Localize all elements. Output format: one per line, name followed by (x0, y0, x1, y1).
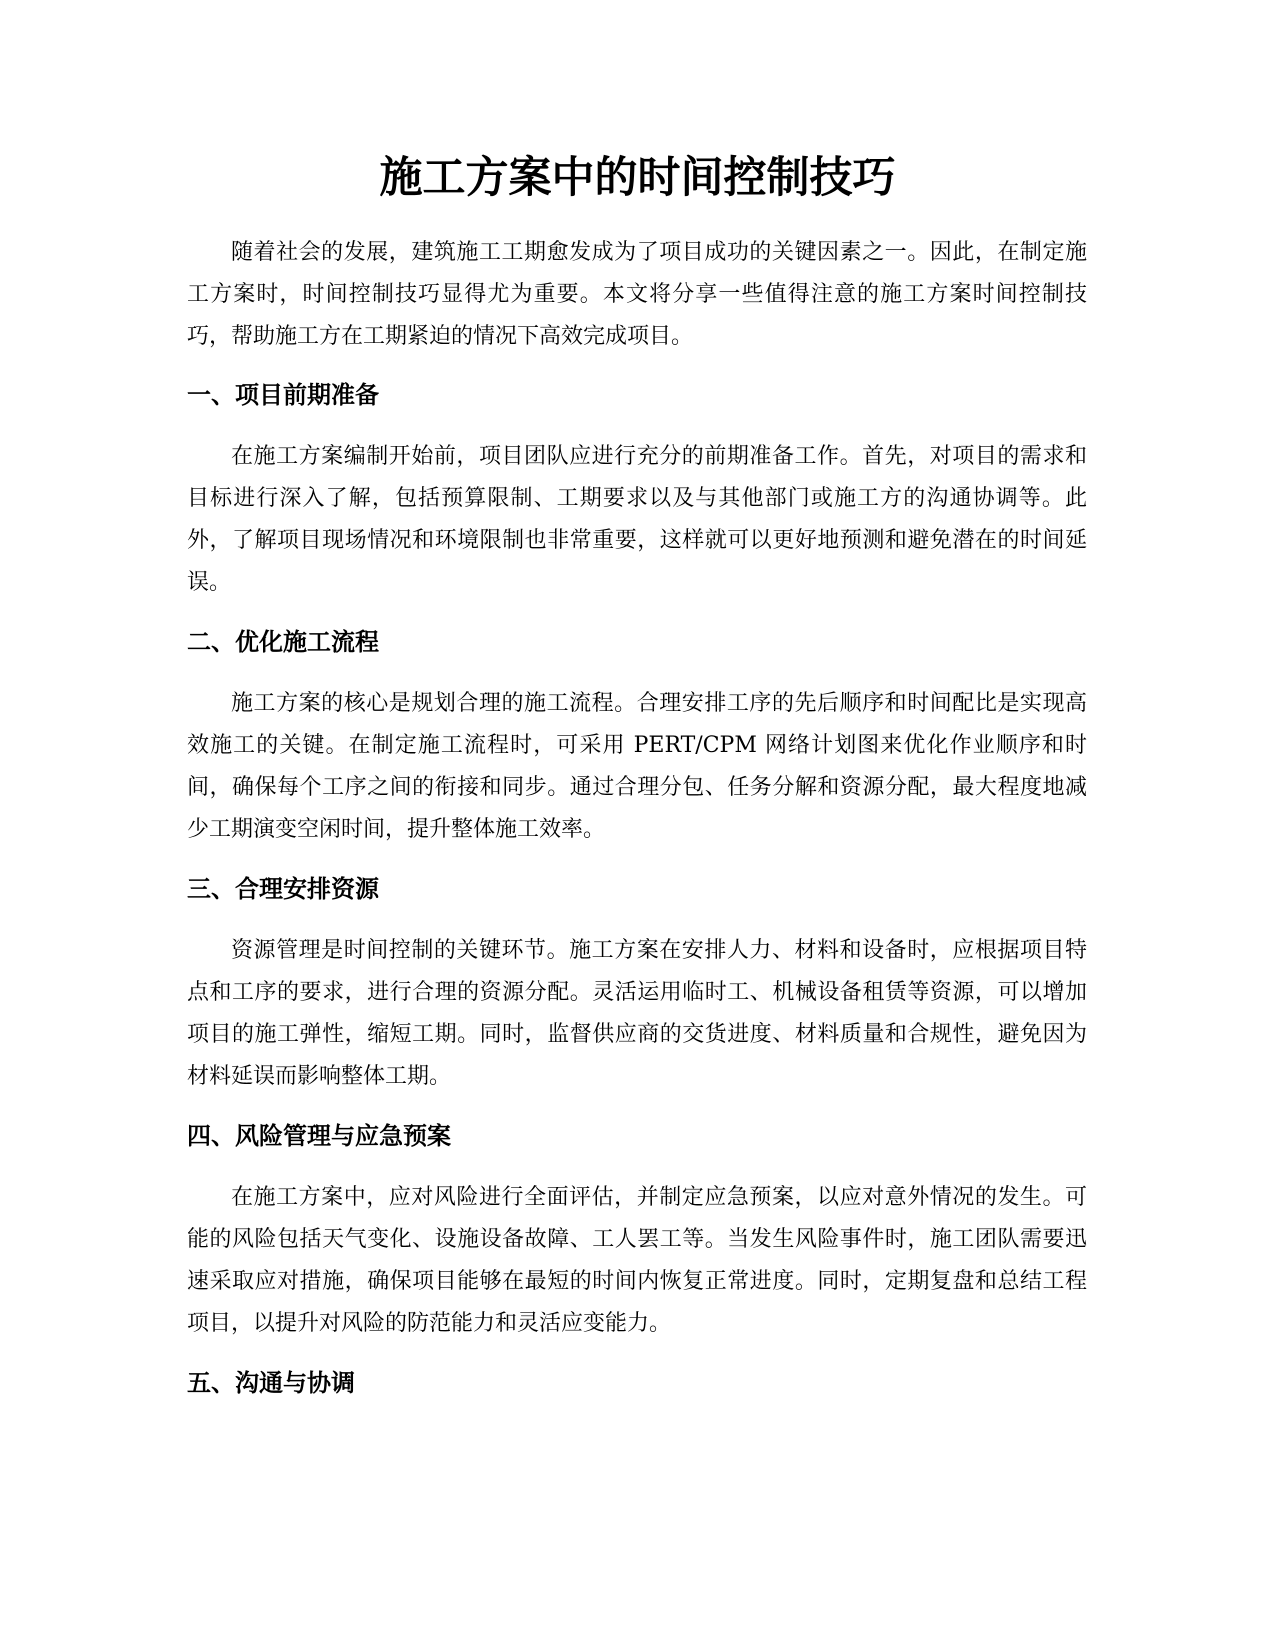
section-body-1: 在施工方案编制开始前，项目团队应进行充分的前期准备工作。首先，对项目的需求和目标进行深入了解，包括预算限制、工期要求以及与其他部门或施工方的沟通协调等。此外，了解项目现场情况和环境限制也非常重要，这样就可以更好地预测和避免潜在的时间延误。 (187, 444, 1087, 595)
section-heading-1: 一、项目前期准备 (187, 381, 379, 409)
section-heading-2: 二、优化施工流程 (187, 628, 379, 656)
section-body-4: 在施工方案中，应对风险进行全面评估，并制定应急预案，以应对意外情况的发生。可能的风险包括天气变化、设施设备故障、工人罢工等。当发生风险事件时，施工团队需要迅速采取应对措施，确保项目能够在最短的时间内恢复正常进度。同时，定期复盘和总结工程项目，以提升对风险的防范能力和灵活应变能力。 (187, 1185, 1087, 1336)
document-title: 施工方案中的时间控制技巧 (379, 153, 896, 203)
section-body-2: 施工方案的核心是规划合理的施工流程。合理安排工序的先后顺序和时间配比是实现高效施工的关键。在制定施工流程时，可采用 PERT/CPM 网络计划图来优化作业顺序和时间，确保每个工序之间的衔接和同步。通过合理分包、任务分解和资源分配，最大程度地减少工期演变空闲时间，提升整体施工效率。 (187, 691, 1087, 842)
section-heading-4: 四、风险管理与应急预案 (187, 1122, 451, 1150)
section-body-3: 资源管理是时间控制的关键环节。施工方案在安排人力、材料和设备时，应根据项目特点和工序的要求，进行合理的资源分配。灵活运用临时工、机械设备租赁等资源，可以增加项目的施工弹性，缩短工期。同时，监督供应商的交货进度、材料质量和合规性，避免因为材料延误而影响整体工期。 (187, 938, 1087, 1089)
intro-paragraph: 随着社会的发展，建筑施工工期愈发成为了项目成功的关键因素之一。因此，在制定施工方案时，时间控制技巧显得尤为重要。本文将分享一些值得注意的施工方案时间控制技巧，帮助施工方在工期紧迫的情况下高效完成项目。 (187, 240, 1087, 349)
section-heading-5: 五、沟通与协调 (187, 1369, 355, 1397)
section-heading-3: 三、合理安排资源 (187, 875, 379, 903)
